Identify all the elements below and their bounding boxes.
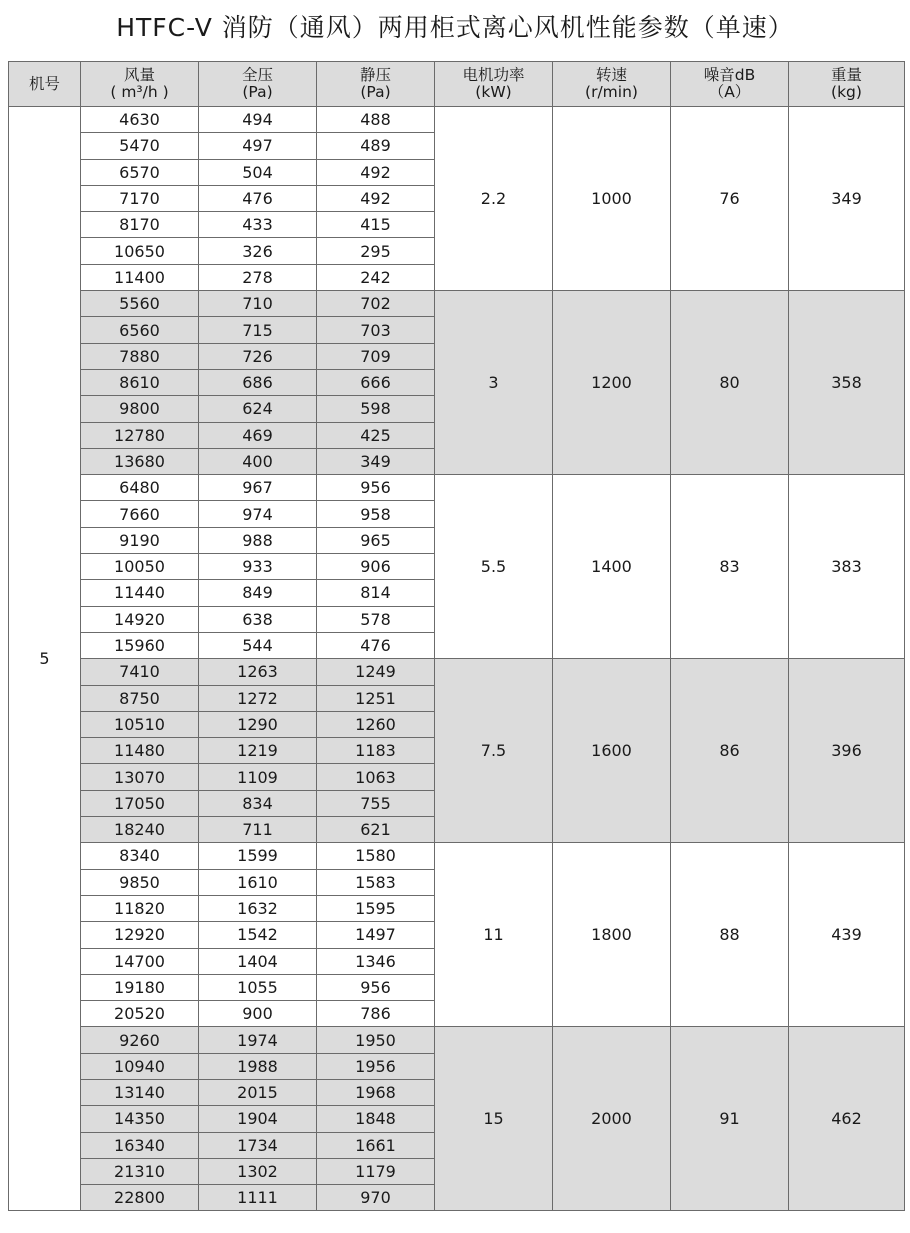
total-pressure-cell: 1904 (199, 1106, 317, 1132)
static-pressure-cell: 965 (317, 527, 435, 553)
total-pressure-cell: 1219 (199, 738, 317, 764)
total-pressure-cell: 494 (199, 107, 317, 133)
header-col-noise (671, 62, 789, 107)
static-pressure-cell: 1260 (317, 711, 435, 737)
static-pressure-cell: 709 (317, 343, 435, 369)
static-pressure-cell: 492 (317, 185, 435, 211)
speed-cell: 1000 (553, 107, 671, 291)
noise-cell: 76 (671, 107, 789, 291)
table-row (9, 475, 905, 501)
static-pressure-cell: 1580 (317, 843, 435, 869)
airflow-cell: 11480 (81, 738, 199, 764)
static-pressure-cell: 666 (317, 369, 435, 395)
airflow-cell: 6480 (81, 475, 199, 501)
header-col-airflow (81, 62, 199, 107)
total-pressure-cell: 1263 (199, 659, 317, 685)
static-pressure-cell: 621 (317, 817, 435, 843)
header-unit: ( m³/h ) (110, 83, 169, 101)
motor-power-cell: 5.5 (435, 475, 553, 659)
static-pressure-cell: 814 (317, 580, 435, 606)
static-pressure-cell: 1346 (317, 948, 435, 974)
table-row (9, 107, 905, 133)
airflow-cell: 9800 (81, 396, 199, 422)
airflow-cell: 9850 (81, 869, 199, 895)
airflow-cell: 17050 (81, 790, 199, 816)
static-pressure-cell: 956 (317, 974, 435, 1000)
static-pressure-cell: 295 (317, 238, 435, 264)
speed-cell: 1800 (553, 843, 671, 1027)
static-pressure-cell: 489 (317, 133, 435, 159)
total-pressure-cell: 710 (199, 291, 317, 317)
static-pressure-cell: 1583 (317, 869, 435, 895)
total-pressure-cell: 1632 (199, 895, 317, 921)
total-pressure-cell: 1109 (199, 764, 317, 790)
machine-number-cell: 5 (9, 107, 81, 1211)
header-row (9, 62, 905, 107)
weight-cell: 383 (789, 475, 905, 659)
total-pressure-cell: 278 (199, 264, 317, 290)
total-pressure-cell: 900 (199, 1001, 317, 1027)
total-pressure-cell: 967 (199, 475, 317, 501)
header-unit: (kg) (831, 83, 862, 101)
header-unit: (r/min) (585, 83, 638, 101)
header-col-motor-power (435, 62, 553, 107)
table-row (9, 291, 905, 317)
static-pressure-cell: 425 (317, 422, 435, 448)
static-pressure-cell: 1968 (317, 1079, 435, 1105)
total-pressure-cell: 1974 (199, 1027, 317, 1053)
header-col-speed (553, 62, 671, 107)
total-pressure-cell: 624 (199, 396, 317, 422)
weight-cell: 358 (789, 291, 905, 475)
static-pressure-cell: 1848 (317, 1106, 435, 1132)
static-pressure-cell: 1179 (317, 1158, 435, 1184)
static-pressure-cell: 702 (317, 291, 435, 317)
static-pressure-cell: 958 (317, 501, 435, 527)
airflow-cell: 11820 (81, 895, 199, 921)
airflow-cell: 18240 (81, 817, 199, 843)
airflow-cell: 22800 (81, 1185, 199, 1211)
header-unit: （A） (708, 83, 751, 101)
motor-power-cell: 15 (435, 1027, 553, 1211)
static-pressure-cell: 906 (317, 554, 435, 580)
airflow-cell: 7170 (81, 185, 199, 211)
static-pressure-cell: 415 (317, 212, 435, 238)
noise-cell: 88 (671, 843, 789, 1027)
header-unit: (Pa) (242, 83, 273, 101)
total-pressure-cell: 1272 (199, 685, 317, 711)
header-label: 全压 (241, 66, 273, 84)
weight-cell: 439 (789, 843, 905, 1027)
static-pressure-cell: 476 (317, 632, 435, 658)
weight-cell: 462 (789, 1027, 905, 1211)
static-pressure-cell: 1249 (317, 659, 435, 685)
airflow-cell: 4630 (81, 107, 199, 133)
table-row (9, 1027, 905, 1053)
header-col-machine-no (9, 62, 81, 107)
total-pressure-cell: 504 (199, 159, 317, 185)
static-pressure-cell: 1956 (317, 1053, 435, 1079)
static-pressure-cell: 578 (317, 606, 435, 632)
total-pressure-cell: 1610 (199, 869, 317, 895)
total-pressure-cell: 974 (199, 501, 317, 527)
airflow-cell: 10050 (81, 554, 199, 580)
total-pressure-cell: 476 (199, 185, 317, 211)
page-title: HTFC-V 消防（通风）两用柜式离心风机性能参数（单速） (116, 13, 794, 42)
airflow-cell: 10940 (81, 1053, 199, 1079)
weight-cell: 349 (789, 107, 905, 291)
total-pressure-cell: 544 (199, 632, 317, 658)
airflow-cell: 7410 (81, 659, 199, 685)
header-label: 机号 (28, 74, 60, 93)
header-label: 静压 (359, 66, 391, 84)
total-pressure-cell: 638 (199, 606, 317, 632)
airflow-cell: 8170 (81, 212, 199, 238)
total-pressure-cell: 1404 (199, 948, 317, 974)
static-pressure-cell: 1251 (317, 685, 435, 711)
header-col-weight (789, 62, 905, 107)
airflow-cell: 11440 (81, 580, 199, 606)
header-label: 风量 (123, 66, 155, 84)
total-pressure-cell: 686 (199, 369, 317, 395)
table-row (9, 659, 905, 685)
airflow-cell: 8610 (81, 369, 199, 395)
total-pressure-cell: 715 (199, 317, 317, 343)
airflow-cell: 13680 (81, 448, 199, 474)
header-label: 电机功率 (462, 66, 525, 84)
motor-power-cell: 3 (435, 291, 553, 475)
airflow-cell: 14700 (81, 948, 199, 974)
total-pressure-cell: 497 (199, 133, 317, 159)
airflow-cell: 9260 (81, 1027, 199, 1053)
airflow-cell: 15960 (81, 632, 199, 658)
speed-cell: 2000 (553, 1027, 671, 1211)
noise-cell: 80 (671, 291, 789, 475)
airflow-cell: 20520 (81, 1001, 199, 1027)
total-pressure-cell: 1111 (199, 1185, 317, 1211)
airflow-cell: 7880 (81, 343, 199, 369)
airflow-cell: 10510 (81, 711, 199, 737)
airflow-cell: 9190 (81, 527, 199, 553)
table-header (9, 62, 905, 107)
noise-cell: 86 (671, 659, 789, 843)
airflow-cell: 14350 (81, 1106, 199, 1132)
airflow-cell: 5560 (81, 291, 199, 317)
static-pressure-cell: 1497 (317, 922, 435, 948)
header-col-static-pressure (317, 62, 435, 107)
total-pressure-cell: 2015 (199, 1079, 317, 1105)
total-pressure-cell: 433 (199, 212, 317, 238)
total-pressure-cell: 988 (199, 527, 317, 553)
total-pressure-cell: 1055 (199, 974, 317, 1000)
motor-power-cell: 11 (435, 843, 553, 1027)
speed-cell: 1400 (553, 475, 671, 659)
total-pressure-cell: 469 (199, 422, 317, 448)
performance-table (8, 61, 905, 1211)
airflow-cell: 7660 (81, 501, 199, 527)
airflow-cell: 19180 (81, 974, 199, 1000)
airflow-cell: 12780 (81, 422, 199, 448)
table-row (9, 843, 905, 869)
static-pressure-cell: 598 (317, 396, 435, 422)
header-unit: (Pa) (360, 83, 391, 101)
speed-cell: 1200 (553, 291, 671, 475)
motor-power-cell: 2.2 (435, 107, 553, 291)
weight-cell: 396 (789, 659, 905, 843)
motor-power-cell: 7.5 (435, 659, 553, 843)
total-pressure-cell: 1302 (199, 1158, 317, 1184)
total-pressure-cell: 1988 (199, 1053, 317, 1079)
airflow-cell: 14920 (81, 606, 199, 632)
static-pressure-cell: 492 (317, 159, 435, 185)
total-pressure-cell: 933 (199, 554, 317, 580)
header-label: 噪音dB (703, 66, 756, 84)
header-label: 重量 (830, 66, 862, 84)
airflow-cell: 16340 (81, 1132, 199, 1158)
total-pressure-cell: 726 (199, 343, 317, 369)
static-pressure-cell: 1063 (317, 764, 435, 790)
total-pressure-cell: 1599 (199, 843, 317, 869)
table-body (9, 107, 905, 1211)
airflow-cell: 6560 (81, 317, 199, 343)
header-unit: (kW) (475, 83, 512, 101)
noise-cell: 91 (671, 1027, 789, 1211)
static-pressure-cell: 970 (317, 1185, 435, 1211)
airflow-cell: 12920 (81, 922, 199, 948)
airflow-cell: 13140 (81, 1079, 199, 1105)
total-pressure-cell: 849 (199, 580, 317, 606)
airflow-cell: 11400 (81, 264, 199, 290)
airflow-cell: 8750 (81, 685, 199, 711)
total-pressure-cell: 400 (199, 448, 317, 474)
airflow-cell: 8340 (81, 843, 199, 869)
static-pressure-cell: 349 (317, 448, 435, 474)
noise-cell: 83 (671, 475, 789, 659)
static-pressure-cell: 786 (317, 1001, 435, 1027)
header-col-total-pressure (199, 62, 317, 107)
total-pressure-cell: 834 (199, 790, 317, 816)
header-label: 转速 (595, 66, 627, 84)
static-pressure-cell: 1595 (317, 895, 435, 921)
airflow-cell: 10650 (81, 238, 199, 264)
total-pressure-cell: 326 (199, 238, 317, 264)
speed-cell: 1600 (553, 659, 671, 843)
static-pressure-cell: 242 (317, 264, 435, 290)
static-pressure-cell: 1183 (317, 738, 435, 764)
total-pressure-cell: 1542 (199, 922, 317, 948)
static-pressure-cell: 1950 (317, 1027, 435, 1053)
airflow-cell: 13070 (81, 764, 199, 790)
static-pressure-cell: 956 (317, 475, 435, 501)
total-pressure-cell: 1734 (199, 1132, 317, 1158)
airflow-cell: 21310 (81, 1158, 199, 1184)
total-pressure-cell: 711 (199, 817, 317, 843)
static-pressure-cell: 1661 (317, 1132, 435, 1158)
static-pressure-cell: 755 (317, 790, 435, 816)
total-pressure-cell: 1290 (199, 711, 317, 737)
static-pressure-cell: 703 (317, 317, 435, 343)
airflow-cell: 5470 (81, 133, 199, 159)
airflow-cell: 6570 (81, 159, 199, 185)
static-pressure-cell: 488 (317, 107, 435, 133)
